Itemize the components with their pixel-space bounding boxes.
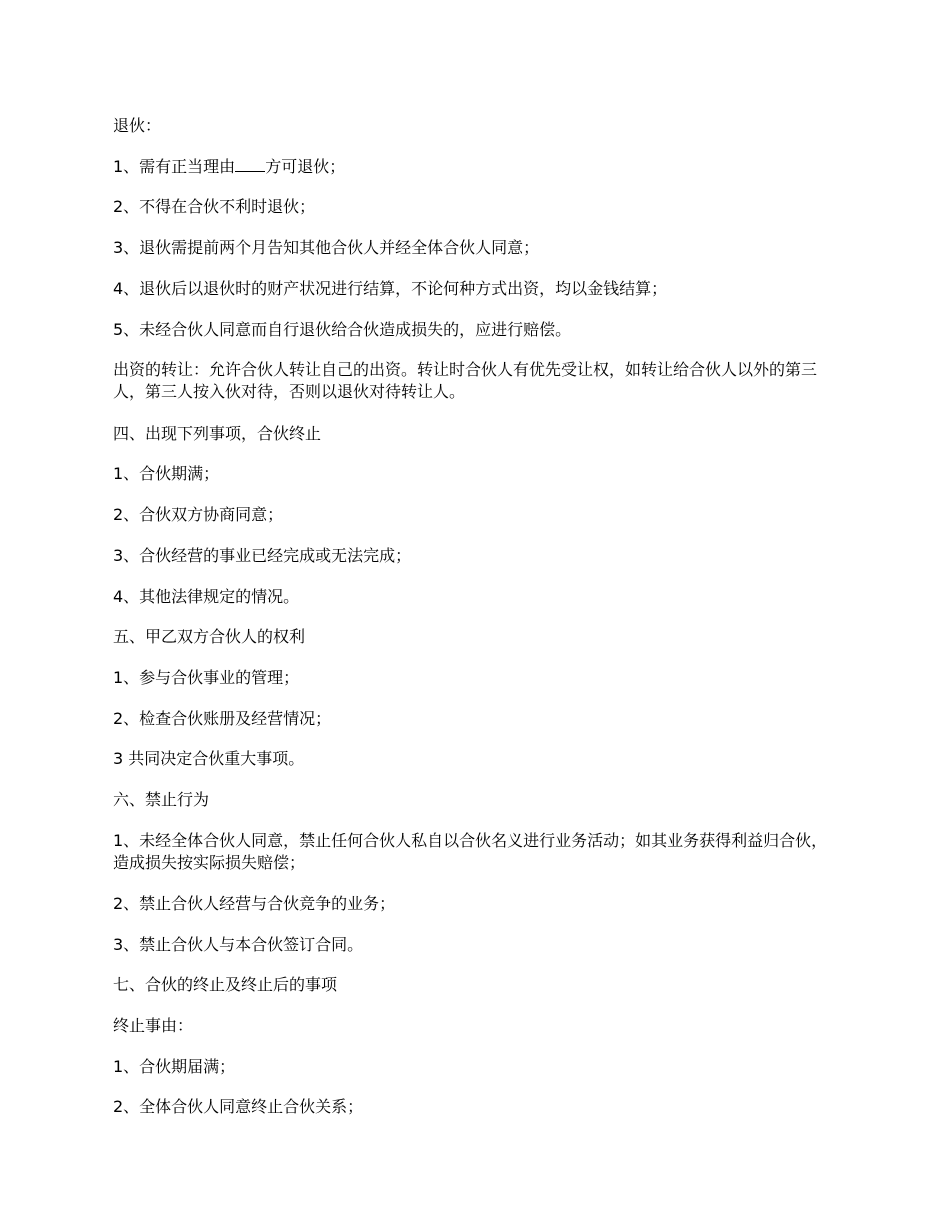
- section-heading-4: 四、出现下列事项，合伙终止: [113, 424, 322, 443]
- paragraph-prohibited-item-1: 1、未经全体合伙人同意，禁止任何合伙人私自以合伙名义进行业务活动；如其业务获得利益归合伙，造成损失按实际损失赔偿；: [113, 831, 828, 872]
- paragraph-rights-item-3: 3 共同决定合伙重大事项。: [113, 749, 305, 768]
- paragraph-withdrawal-item-5: 5、未经合伙人同意而自行退伙给合伙造成损失的，应进行赔偿。: [113, 320, 572, 339]
- section-heading-5: 五、甲乙双方合伙人的权利: [113, 627, 306, 646]
- paragraph-capital-transfer: 出资的转让：允许合伙人转让自己的出资。转让时合伙人有优先受让权，如转让给合伙人以外的第三人，第三人按入伙对待，否则以退伙对待转让人。: [113, 360, 818, 401]
- paragraph-termination-item-2: 2、合伙双方协商同意；: [113, 505, 284, 524]
- item-1-text-b: 方可退伙；: [265, 157, 346, 176]
- paragraph-termination-reason-2: 2、全体合伙人同意终止合伙关系；: [113, 1097, 364, 1116]
- section-heading-7: 七、合伙的终止及终止后的事项: [113, 975, 338, 994]
- fill-blank[interactable]: [235, 157, 265, 172]
- paragraph-withdrawal-item-3: 3、退伙需提前两个月告知其他合伙人并经全体合伙人同意；: [113, 238, 540, 257]
- paragraph-termination-reason-1: 1、合伙期届满；: [113, 1057, 236, 1076]
- paragraph-prohibited-item-3: 3、禁止合伙人与本合伙签订合同。: [113, 935, 364, 954]
- paragraph-termination-item-3: 3、合伙经营的事业已经完成或无法完成；: [113, 546, 412, 565]
- paragraph-withdrawal-item-2: 2、不得在合伙不利时退伙；: [113, 197, 316, 216]
- paragraph-withdrawal-heading: 退伙：: [113, 116, 162, 135]
- paragraph-prohibited-item-2: 2、禁止合伙人经营与合伙竞争的业务；: [113, 894, 396, 913]
- item-1-text-a: 1、需有正当理由: [113, 157, 236, 176]
- paragraph-termination-reasons: 终止事由：: [113, 1016, 194, 1035]
- section-heading-6: 六、禁止行为: [113, 790, 210, 809]
- paragraph-rights-item-1: 1、参与合伙事业的管理；: [113, 668, 300, 687]
- paragraph-withdrawal-item-4: 4、退伙后以退伙时的财产状况进行结算，不论何种方式出资，均以金钱结算；: [113, 279, 668, 298]
- paragraph-termination-item-4: 4、其他法律规定的情况。: [113, 587, 300, 606]
- paragraph-termination-item-1: 1、合伙期满；: [113, 464, 220, 483]
- paragraph-withdrawal-item-1: [113, 156, 843, 178]
- paragraph-rights-item-2: 2、检查合伙账册及经营情况；: [113, 709, 332, 728]
